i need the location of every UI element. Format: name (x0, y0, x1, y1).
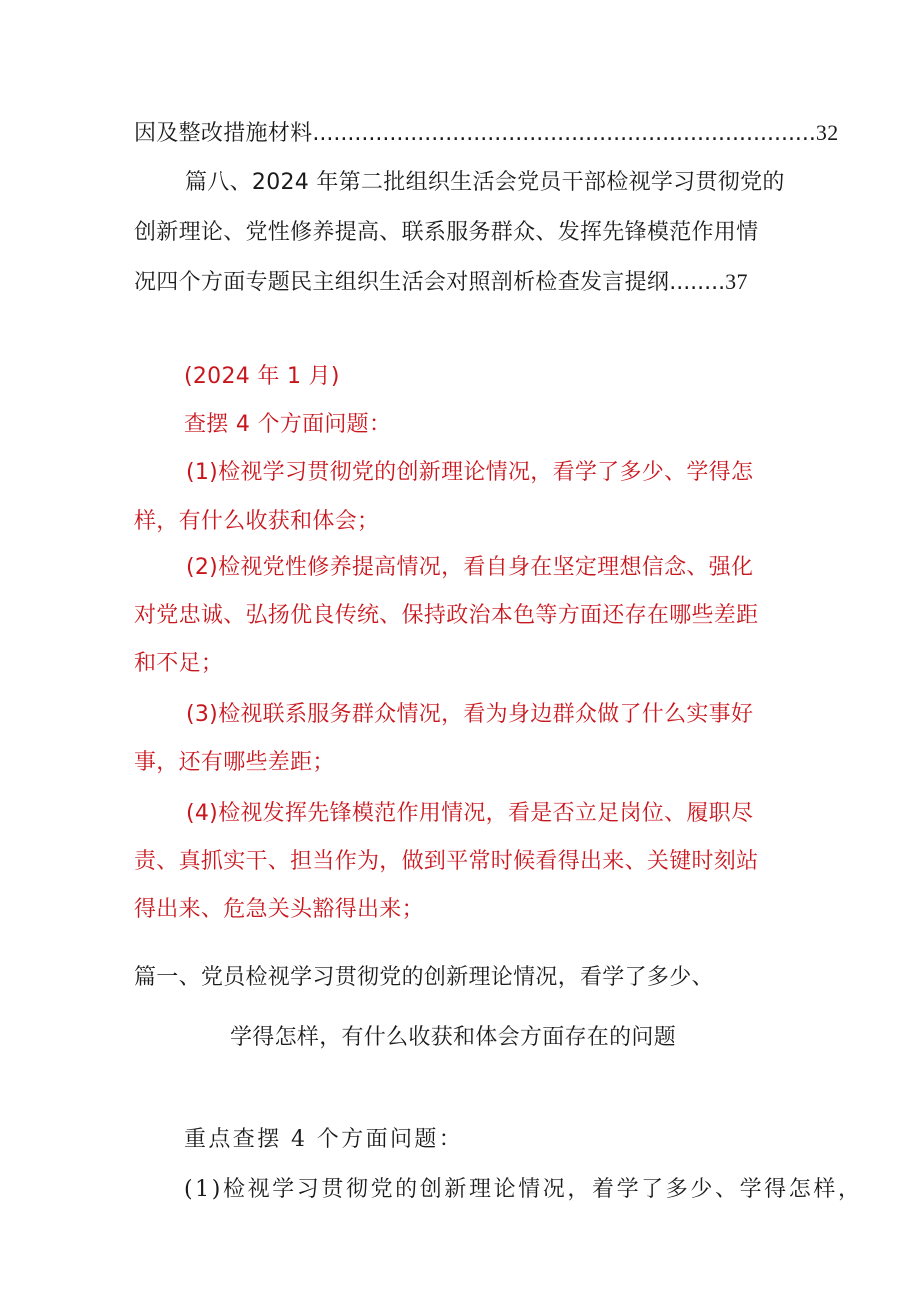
intro-item-1-line-2: 样，有什么收获和体会； (134, 509, 380, 534)
toc-entry-7-page: 32 (815, 120, 839, 145)
intro-item-4-line-3: 得出来、危急关头豁得出来； (134, 897, 424, 922)
intro-item-3-line-2: 事，还有哪些差距； (134, 750, 335, 775)
toc-entry-7-text: 因及整改措施材料 (134, 121, 313, 146)
toc-entry-7-leader: ........................................................................ (312, 121, 816, 146)
section-1-item-1-line-1: (1)检视学习贯彻党的创新理论情况，着学了多少、学得怎样， (184, 1177, 863, 1202)
toc-entry-8-text: 况四个方面专题民主组织生活会对照剖析检查发言提纲 (134, 270, 670, 295)
intro-item-4-line-1: (4)检视发挥先锋模范作用情况，看是否立足岗位、履职尽 (186, 801, 754, 826)
intro-item-1-line-1: (1)检视学习贯彻党的创新理论情况，看学了多少、学得怎 (186, 460, 754, 485)
toc-entry-8-leader: ........ (669, 270, 726, 295)
toc-entry-7-tail[interactable] (134, 118, 839, 149)
toc-entry-8-line-2[interactable]: 创新理论、党性修养提高、联系服务群众、发挥先锋模范作用情 (134, 220, 759, 245)
toc-entry-8-line-1[interactable]: 篇八、2024 年第二批组织生活会党员干部检视学习贯彻党的 (185, 170, 785, 195)
intro-item-2-line-1: (2)检视党性修养提高情况，看自身在坚定理想信念、强化 (186, 555, 754, 580)
section-1-title-line-2: 学得怎样，有什么收获和体会方面存在的问题 (230, 1025, 677, 1050)
intro-item-3-line-1: (3)检视联系服务群众情况，看为身边群众做了什么实事好 (186, 702, 754, 727)
intro-item-4-line-2: 责、真抓实干、担当作为，做到平常时候看得出来、关键时刻站 (134, 849, 759, 874)
toc-entry-8-page: 37 (725, 269, 748, 294)
intro-item-2-line-3: 和不足； (134, 651, 224, 676)
section-1-title-line-1: 篇一、党员检视学习贯彻党的创新理论情况，看学了多少、 (134, 965, 714, 990)
intro-heading: 查摆 4 个方面问题： (184, 412, 392, 437)
toc-entry-8-line-3[interactable] (134, 267, 748, 298)
intro-item-2-line-2: 对党忠诚、弘扬优良传统、保持政治本色等方面还存在哪些差距 (134, 603, 759, 628)
intro-date: (2024 年 1 月) (184, 364, 340, 389)
section-1-heading: 重点查摆 4 个方面问题： (184, 1127, 464, 1152)
